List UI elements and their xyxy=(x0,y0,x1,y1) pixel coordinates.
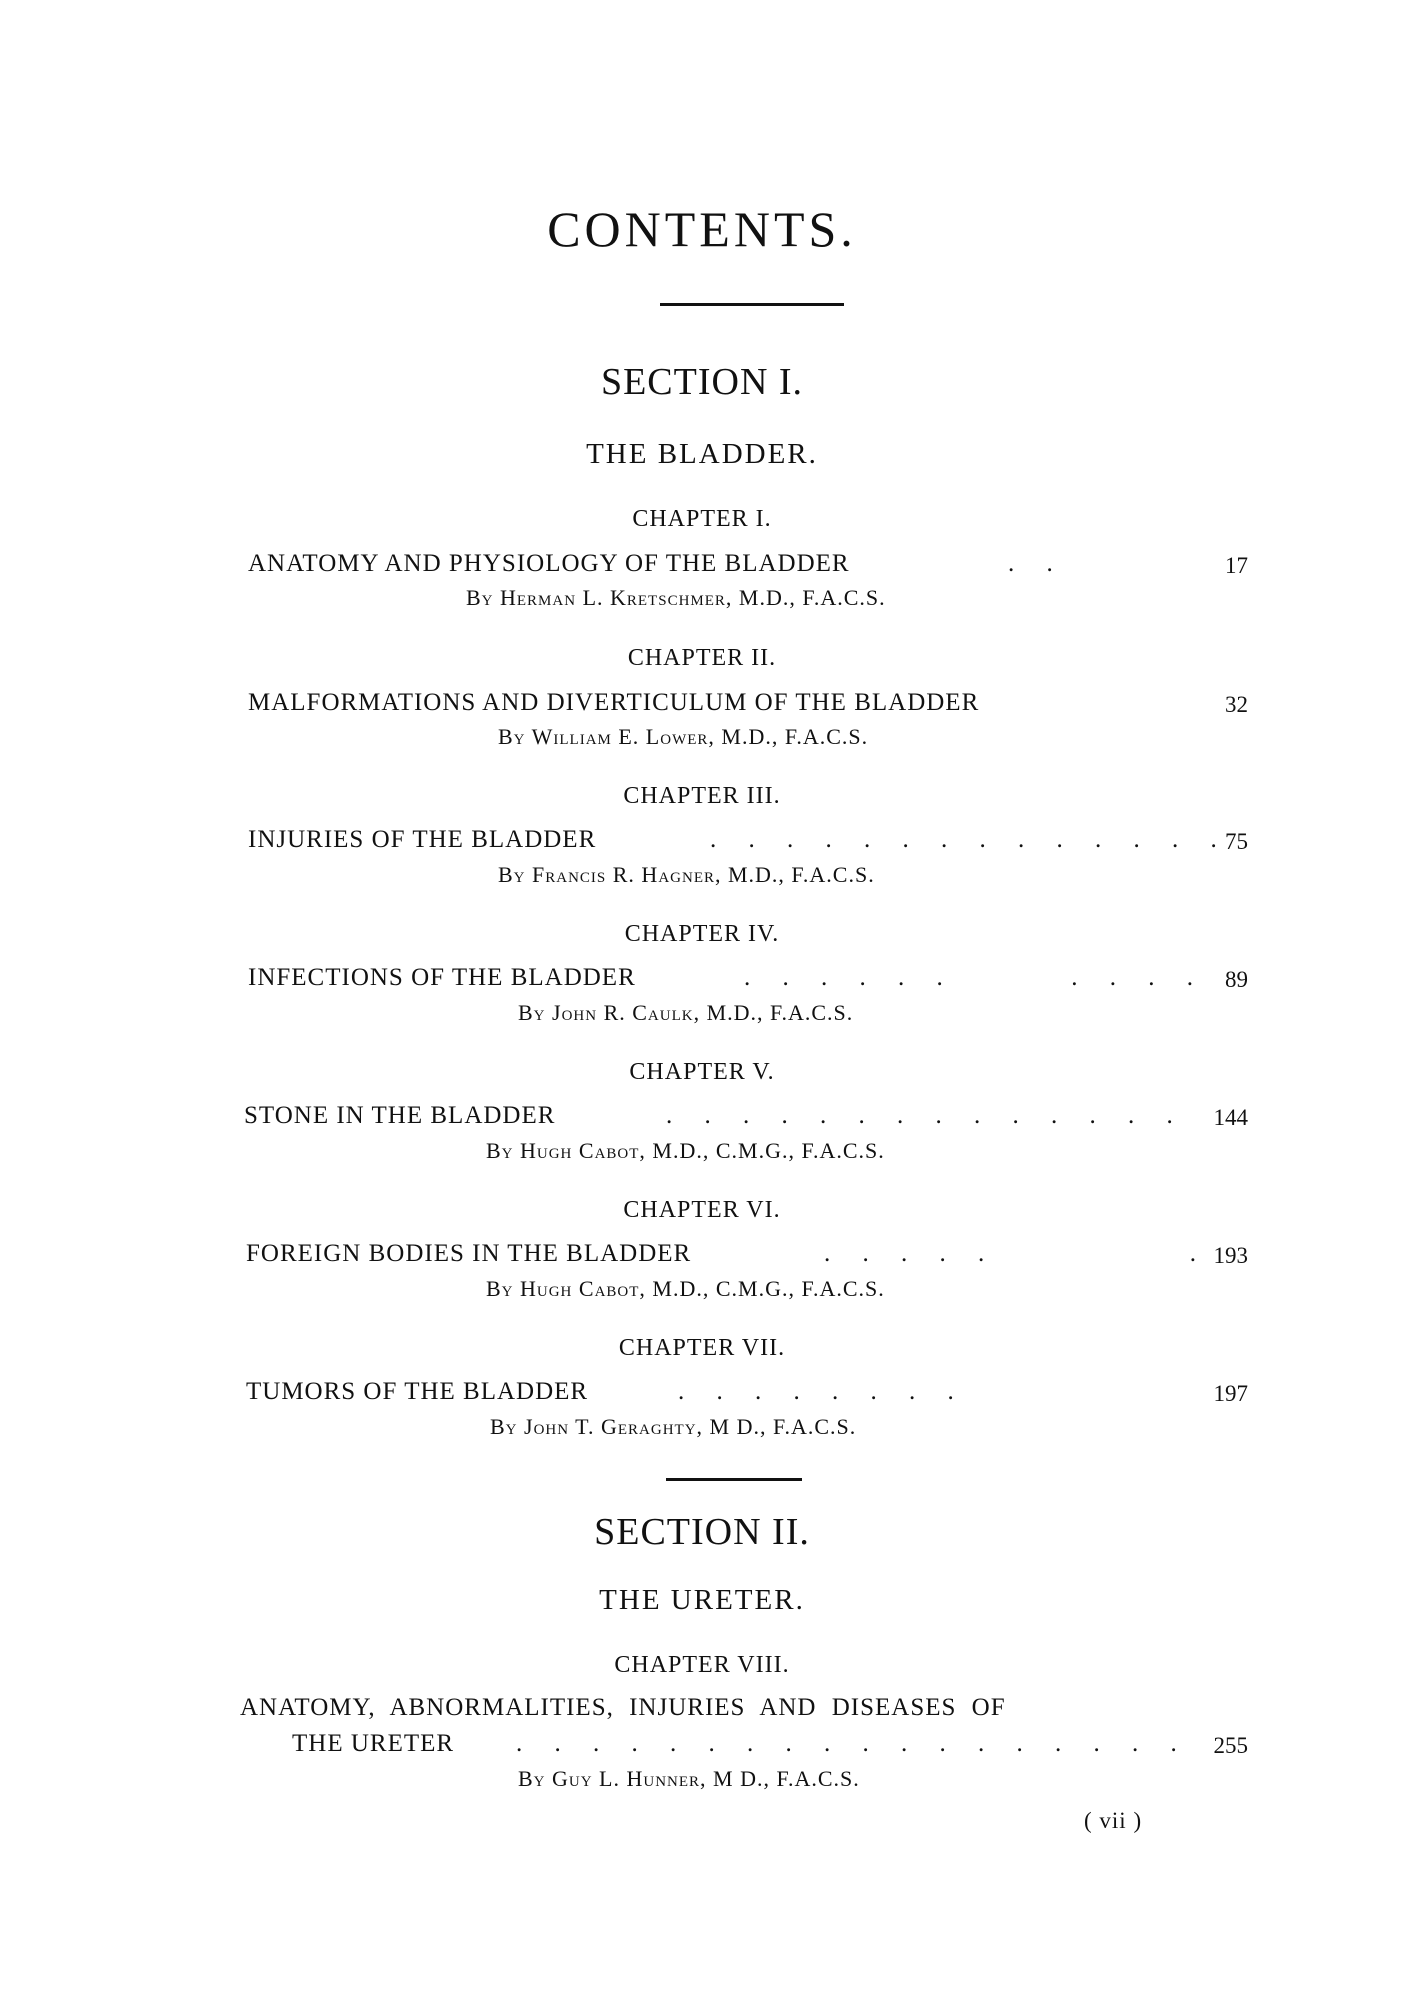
chapter-8-author: By Guy L. Hunner, M D., F.A.C.S. xyxy=(518,1766,860,1791)
chapter-4-heading: CHAPTER IV. xyxy=(624,921,780,947)
chapter-4-page-number: 89 xyxy=(1225,967,1248,992)
chapter-8-page-number: 255 xyxy=(1213,1733,1248,1758)
section-rule xyxy=(666,1478,802,1481)
chapter-7-leader-dots: . . . . . . . . xyxy=(678,1378,967,1405)
chapter-8-title: ANATOMY, ABNORMALITIES, INJURIES AND DISEASES OF xyxy=(240,1694,1006,1721)
chapter-7-page-number: 197 xyxy=(1213,1381,1248,1406)
chapter-3-page-number: 75 xyxy=(1225,829,1248,854)
chapter-5-page-number: 144 xyxy=(1213,1105,1248,1130)
chapter-7-title: TUMORS OF THE BLADDER xyxy=(246,1378,589,1405)
chapter-1-leader-dots: . . xyxy=(1008,550,1066,577)
chapter-5-heading: CHAPTER V. xyxy=(629,1059,775,1085)
chapter-3-heading: CHAPTER III. xyxy=(623,783,781,809)
chapter-5-leader-dots: . . . . . . . . . . . . . . xyxy=(666,1102,1186,1129)
chapter-3-leader-dots: . . . . . . . . . . . . . . xyxy=(710,826,1230,853)
chapter-1-heading: CHAPTER I. xyxy=(632,506,772,532)
chapter-3-author: By Francis R. Hagner, M.D., F.A.C.S. xyxy=(498,862,875,887)
chapter-5-author: By Hugh Cabot, M.D., C.M.G., F.A.C.S. xyxy=(486,1138,885,1163)
chapter-6-page-number: 193 xyxy=(1213,1243,1248,1268)
chapter-6-heading: CHAPTER VI. xyxy=(623,1197,781,1223)
chapter-2-author: By William E. Lower, M.D., F.A.C.S. xyxy=(498,724,869,749)
section-1-heading: SECTION I. xyxy=(600,361,804,403)
chapter-1-title: ANATOMY AND PHYSIOLOGY OF THE BLADDER xyxy=(248,550,850,577)
section-1-subheading: THE BLADDER. xyxy=(586,438,818,470)
title-rule xyxy=(660,303,844,306)
chapter-4-title: INFECTIONS OF THE BLADDER xyxy=(248,964,636,991)
chapter-8-heading: CHAPTER VIII. xyxy=(614,1652,790,1678)
chapter-8-leader-dots: . . . . . . . . . . . . . . . . . . xyxy=(516,1730,1190,1757)
chapter-6-leader-dots: . . . . . . xyxy=(824,1240,1209,1267)
section-2-heading: SECTION II. xyxy=(594,1511,810,1553)
chapter-7-author: By John T. Geraghty, M D., F.A.C.S. xyxy=(490,1414,857,1439)
chapter-1-author: By Herman L. Kretschmer, M.D., F.A.C.S. xyxy=(466,585,886,610)
chapter-1-page-number: 17 xyxy=(1225,553,1248,578)
chapter-3-title: INJURIES OF THE BLADDER xyxy=(248,826,597,853)
chapter-6-title: FOREIGN BODIES IN THE BLADDER xyxy=(246,1240,692,1267)
chapter-6-author: By Hugh Cabot, M.D., C.M.G., F.A.C.S. xyxy=(486,1276,885,1301)
chapter-5-title: STONE IN THE BLADDER xyxy=(244,1102,556,1129)
chapter-4-author: By John R. Caulk, M.D., F.A.C.S. xyxy=(518,1000,854,1025)
chapter-2-heading: CHAPTER II. xyxy=(627,645,777,671)
chapter-2-title: MALFORMATIONS AND DIVERTICULUM OF THE BLADDER xyxy=(248,689,980,716)
page-folio: ( vii ) xyxy=(1084,1808,1143,1833)
chapter-2-page-number: 32 xyxy=(1225,692,1248,717)
chapter-4-leader-dots: . . . . . . . . . . xyxy=(744,964,1206,991)
page-title: CONTENTS. xyxy=(547,201,857,257)
chapter-8-title-continued: THE URETER xyxy=(292,1730,455,1757)
section-2-subheading: THE URETER. xyxy=(599,1584,805,1616)
chapter-7-heading: CHAPTER VII. xyxy=(618,1335,786,1361)
